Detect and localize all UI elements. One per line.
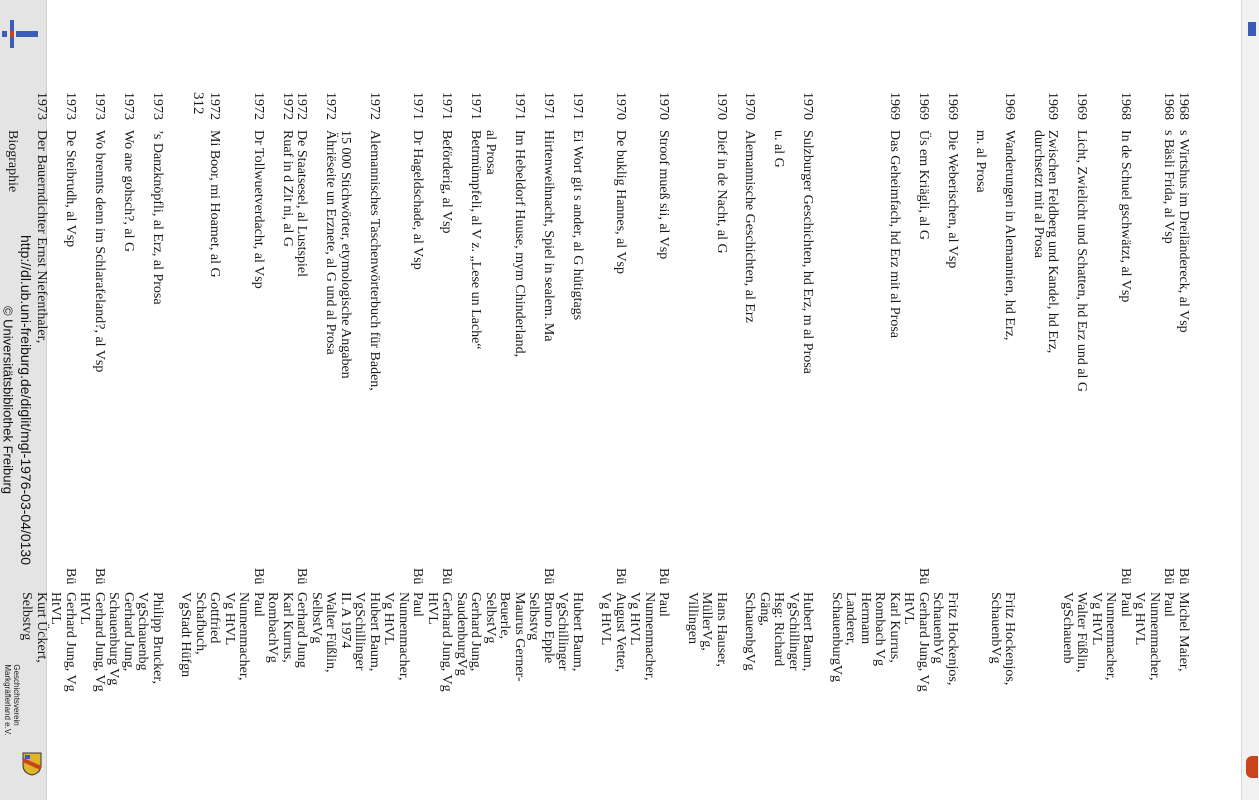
list-item	[786, 92, 815, 692]
right-logo-icon	[1248, 22, 1256, 36]
entry-year: 1972	[251, 92, 266, 120]
entry-title: De Staatsesel, al Lustspiel	[294, 130, 310, 277]
entry-badge	[742, 568, 757, 592]
entry-badge	[555, 568, 584, 592]
list-item	[190, 92, 223, 692]
list-item	[178, 92, 193, 692]
entry-year: 1971	[410, 92, 426, 120]
entry-title: durchsetzt mit al Prosa	[1031, 130, 1046, 258]
entry-year	[5, 92, 20, 130]
entry-year: 1971	[468, 92, 484, 120]
entry-gap	[584, 92, 598, 692]
entry-author: Paul Nunnenmacher, Vg HtVL	[627, 592, 672, 681]
entry-author: Hans Hauser, MüllerVg,	[699, 592, 729, 667]
entry-badge: Bü	[1118, 568, 1133, 585]
page-number: 312	[190, 92, 206, 115]
entry-author: Gerhard Jung, Vg HtVL	[48, 592, 78, 692]
entry-title: Die Weberischen, al Vsp	[945, 130, 960, 269]
entry-author: Michel Maier,	[1176, 592, 1191, 672]
list-item	[757, 92, 786, 692]
entry-badge	[338, 568, 353, 592]
entry-year: 1969	[916, 92, 931, 120]
list-item	[352, 92, 381, 692]
entry-badge	[1060, 568, 1089, 592]
entry-badge: Bü	[251, 568, 266, 585]
entry-title: 15 000 Stichwörter, etymologische Angaben	[338, 130, 353, 379]
entry-badge	[352, 568, 381, 592]
entry-title: Ähriëseite un Erznete, al G und al Prosa	[323, 130, 339, 355]
entry-badge	[309, 568, 338, 592]
entry-title: Wo ane gohsch?, al G	[121, 130, 136, 253]
list-item	[1176, 92, 1191, 692]
entry-year: 1971	[512, 92, 527, 120]
entry-title: Im Hebeldorf Huuse, mym Chinderland,	[512, 130, 527, 358]
entry-title	[843, 130, 872, 568]
entry-badge: Bü	[656, 568, 672, 585]
entry-author	[1045, 592, 1060, 692]
entry-author: Gerhard Jung, Schauenburg Vg	[106, 592, 136, 686]
entry-title: u. al G	[771, 130, 787, 168]
entry-year	[973, 92, 988, 130]
entry-badge	[178, 568, 193, 592]
list-item	[19, 92, 48, 692]
entry-author: Philipp Brucker, VgSchauenbg	[135, 592, 165, 684]
entry-year: 1973	[121, 92, 136, 120]
entry-badge	[872, 568, 901, 592]
entry-title: Sulzburger Geschichten, hd Erz, m al Prosa	[800, 130, 816, 374]
entry-author: SelbstVg	[483, 592, 498, 644]
entry-year: 1972	[367, 92, 382, 120]
list-item	[930, 92, 959, 692]
list-item	[497, 92, 526, 692]
entry-title: Mi Boor, mi Hoamet, al G	[207, 130, 223, 278]
entry-author: Gerhard Jung, SaudenburgVg	[454, 592, 484, 676]
entry-author: Hermann Landerer,	[843, 592, 873, 646]
entry-author: Karl Kurrus, RombachVg	[265, 592, 295, 663]
list-item	[973, 92, 988, 692]
entry-year	[338, 92, 353, 130]
entry-badge	[685, 568, 700, 592]
list-item	[294, 92, 309, 692]
list-item	[1132, 92, 1176, 692]
entry-badge: Bü	[613, 568, 628, 585]
right-crest-icon	[1246, 756, 1258, 778]
entry-badge	[930, 568, 959, 592]
list-item	[5, 92, 20, 692]
entry-year: 1969	[1002, 92, 1018, 120]
entry-author: Kurt Ückert, Selbstvg	[19, 592, 49, 663]
entry-author: Gerhard Jung, Vg HtVL	[77, 592, 107, 692]
entry-author: Paul Nunnenmacher, Vg HtVL	[381, 592, 426, 681]
entry-badge: Bü	[92, 568, 107, 585]
list-item	[872, 92, 901, 692]
entry-author: Hubert Baum, VgSchillinger	[555, 592, 585, 672]
entry-badge: Bü	[1161, 568, 1177, 585]
list-item	[483, 92, 498, 692]
entry-title	[829, 130, 844, 568]
entry-year: 1969	[945, 92, 960, 120]
entry-badge	[973, 568, 988, 592]
list-item	[338, 92, 353, 692]
list-item	[742, 92, 757, 692]
entry-author: Villingen	[685, 592, 700, 645]
entry-badge	[786, 568, 815, 592]
entry-author: Gerhard Jung, Vg HtVL	[425, 592, 455, 692]
list-item	[454, 92, 483, 692]
list-item	[1089, 92, 1133, 692]
entry-badge	[757, 568, 786, 592]
association-line-2: Markgräflerland e.V.	[3, 664, 12, 736]
entry-year: 1968	[1161, 92, 1177, 120]
list-item	[843, 92, 872, 692]
entry-badge	[843, 568, 872, 592]
entry-author: Walter Füßlin, VgSchauenb	[1060, 592, 1090, 673]
entry-title: Üs em Kriägli, al G	[916, 130, 931, 241]
entry-title: Wo brennts denn im Schlarafeland?, al Vsp	[92, 130, 107, 373]
entry-author: Gottfried Schafbuch,	[193, 592, 223, 655]
entry-title: Wanderungen in Alemannien, hd Erz,	[1002, 130, 1018, 341]
entry-badge: Bü	[916, 568, 931, 585]
entry-year: 1970	[742, 92, 758, 120]
entry-year	[1031, 92, 1046, 130]
entry-title	[685, 130, 700, 568]
entry-author: Maurus Gerner-Beuerle,	[497, 592, 527, 682]
list-item	[1045, 92, 1060, 692]
entry-title: Dief in de Nacht, al G	[714, 130, 729, 254]
entry-title: Dr Hageldschade, al Vsp	[410, 130, 426, 270]
entry-year	[685, 92, 700, 130]
entry-badge	[265, 568, 294, 592]
entry-title: Alemannische Geschichten, al Erz	[742, 130, 758, 323]
entry-badge: Bü	[410, 568, 426, 585]
list-item	[77, 92, 106, 692]
source-url[interactable]: http://dl.ub.uni-freiburg.de/diglit/mgl-1976-03-04/0130	[18, 235, 34, 565]
entry-author: II. A 1974	[338, 592, 353, 649]
entry-year: 1970	[714, 92, 729, 120]
entry-year	[757, 92, 786, 130]
list-item	[265, 92, 294, 692]
entry-year: 1970	[800, 92, 816, 120]
entry-year: 1972	[323, 92, 339, 120]
list-item	[309, 92, 338, 692]
entry-title: m. al Prosa	[973, 130, 989, 193]
entry-year: 1973	[150, 92, 165, 120]
bibliography-list	[0, 92, 1190, 692]
entry-year: 1971	[541, 92, 556, 120]
entry-title: Der Bauerndichter Ernst Niefenthaler,	[34, 130, 49, 344]
entry-title: Dr Tollwuetverdacht, al Vsp	[251, 130, 266, 289]
entry-author: August Vetter, Vg HtVL	[598, 592, 628, 673]
entry-title: Alemannisches Taschenwörterbuch für Baden,	[367, 130, 382, 391]
entry-author: Fritz Hockenjos, SchauenbVg	[988, 592, 1018, 686]
entry-year: 1971	[439, 92, 455, 120]
list-item	[555, 92, 584, 692]
entry-title: Beförderig, al Vsp	[439, 130, 455, 234]
entry-gap	[728, 92, 742, 692]
list-item	[106, 92, 135, 692]
entry-author: Gerhard Jung, Vg HtVL	[901, 592, 931, 692]
entry-author: Gerhard Jung	[294, 592, 310, 668]
entry-gap	[164, 92, 178, 692]
entry-badge: Bü	[63, 568, 78, 585]
entry-badge	[135, 568, 164, 592]
entry-gap	[815, 92, 829, 692]
entry-badge: Bü	[541, 568, 556, 585]
viewer-scrollbar[interactable]	[1241, 0, 1259, 800]
entry-author: Bruno Epple Selbstvg	[526, 592, 556, 664]
entry-badge	[193, 568, 222, 592]
entry-year: 1970	[656, 92, 672, 120]
entry-badge	[1045, 568, 1060, 592]
entry-year	[843, 92, 872, 130]
copyright-text: © Universitätsbibliothek Freiburg	[0, 305, 16, 495]
entry-year: 1968	[1118, 92, 1133, 120]
entry-author: Hsg: Richard Gäng,	[757, 592, 787, 667]
entry-year: 1971	[570, 92, 585, 120]
entry-title: Licht, Zwielicht und Schatten, hd Erz und al G	[1074, 130, 1090, 393]
entry-gap	[671, 92, 685, 692]
entry-title: In de Schuel gschwätzt, al Vsp	[1118, 130, 1133, 303]
entry-author: Hubert Baum, VgSchillinger	[352, 592, 382, 672]
entry-author: Paul Nunnenmacher, Vg HtVL	[222, 592, 266, 681]
entry-author: Karl Kurrus, Rombach Vg	[872, 592, 902, 667]
association-line-1: Geschichtsverein	[12, 664, 21, 726]
entry-year: 1972	[280, 92, 295, 120]
entry-badge	[988, 568, 1017, 592]
entry-badge	[1031, 568, 1046, 592]
entry-author: Hubert Baum, VgSchillinger	[786, 592, 816, 672]
list-item	[988, 92, 1017, 692]
entry-badge	[829, 568, 844, 592]
entry-year: 1973	[92, 92, 107, 120]
entry-title: De buklig Hannes, al Vsp	[613, 130, 628, 274]
list-item	[829, 92, 844, 692]
entry-title: Ruaf in d Zit ni, al G	[280, 130, 295, 248]
entry-author: Fritz Hockenjos, SchauenbVg	[930, 592, 960, 686]
list-item	[598, 92, 627, 692]
entry-badge: Bü	[439, 568, 455, 585]
entry-badge	[106, 568, 135, 592]
entry-year	[483, 92, 498, 130]
list-item	[699, 92, 728, 692]
association-crest-icon	[22, 752, 42, 776]
entry-badge: Bü	[1176, 568, 1191, 585]
entry-author	[5, 592, 20, 692]
entry-year: 1969	[1074, 92, 1090, 120]
entry-title: Betrmümpfeli, al V z. „Lese un Lache“	[468, 130, 484, 350]
list-item	[901, 92, 930, 692]
entry-badge: Bü	[294, 568, 310, 585]
entry-title: al Prosa	[483, 130, 498, 175]
entry-badge	[19, 568, 48, 592]
entry-badge	[454, 568, 483, 592]
entry-author: SchauenbgVg	[742, 592, 758, 671]
entry-title	[178, 130, 193, 568]
list-item	[135, 92, 164, 692]
entry-year: 1969	[1045, 92, 1061, 120]
list-item	[381, 92, 425, 692]
entry-year	[829, 92, 844, 130]
list-item	[685, 92, 700, 692]
entry-title: Das Geheimfach, hd Erz mit al Prosa	[887, 130, 902, 338]
entry-title: Biographie	[5, 130, 20, 193]
entry-gap	[959, 92, 973, 692]
entry-title: De Steibrudh, al Vsp	[63, 130, 78, 248]
entry-year: 1973	[34, 92, 49, 120]
list-item	[222, 92, 266, 692]
entry-year: 1968	[1176, 92, 1191, 120]
entry-badge	[483, 568, 498, 592]
entry-author: Walter Füßlin, SelbstVg	[309, 592, 339, 673]
entry-title: s Bäsli Frida, al Vsp	[1161, 130, 1177, 244]
entry-badge	[699, 568, 728, 592]
list-item	[425, 92, 454, 692]
entry-title: ’s Danzknöpfli, al Erz, al Prosa	[150, 130, 165, 305]
entry-author	[973, 592, 988, 692]
entry-title: Hirtenweihnacht, Spiel in sealem. Ma	[541, 130, 556, 342]
entry-title: Stroof mueß sii, al Vsp	[656, 130, 672, 260]
entry-author: VgStadt Hüfgn	[178, 592, 194, 678]
entry-year: 1972	[294, 92, 310, 120]
entry-year: 1973	[63, 92, 78, 120]
entry-author	[1031, 592, 1046, 692]
list-item	[627, 92, 671, 692]
entry-badge	[497, 568, 526, 592]
list-item	[1060, 92, 1089, 692]
list-item	[48, 92, 77, 692]
entry-year: 1972	[207, 92, 223, 120]
entry-author: Paul Nunnenmacher, Vg HtVL	[1132, 592, 1177, 681]
entry-year: 1970	[613, 92, 628, 120]
entry-author: Paul Nunnenmacher, Vg HtVL	[1089, 592, 1133, 681]
list-item	[1031, 92, 1046, 692]
entry-title: s Wirtshus im Dreiländereck, al Vsp	[1176, 130, 1191, 333]
entry-author: SchauenburgVg	[829, 592, 844, 682]
ub-freiburg-logo-icon	[2, 18, 38, 50]
list-item	[526, 92, 555, 692]
entry-gap	[1017, 92, 1031, 692]
entry-badge	[5, 568, 20, 592]
entry-title: Ei Wort git s ander, al G hütigtags	[570, 130, 585, 321]
entry-year: 1969	[887, 92, 902, 120]
entry-title: Zwischen Feldberg und Kandel, hd Erz,	[1045, 130, 1061, 354]
